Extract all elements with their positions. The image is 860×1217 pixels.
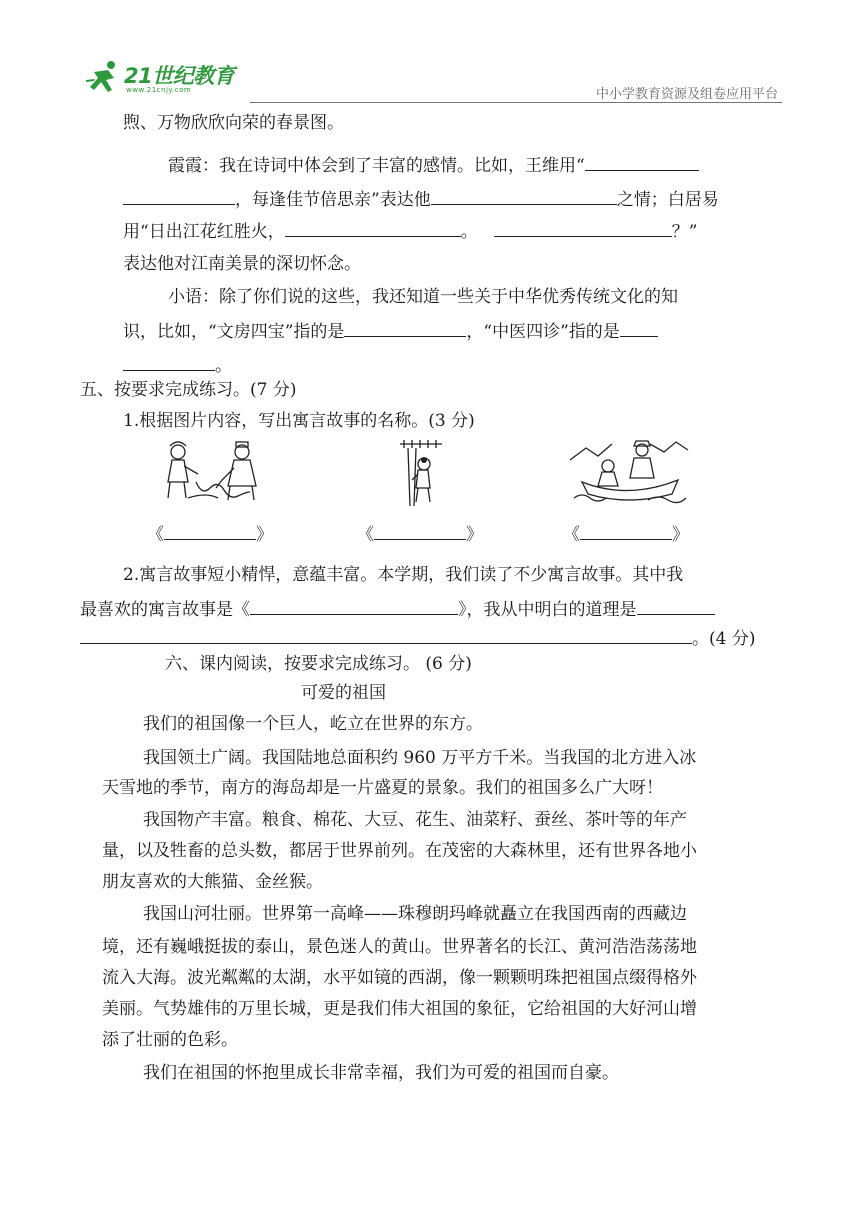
answer-blank[interactable] [344, 318, 466, 337]
book-bracket-open: 《 [563, 525, 580, 545]
passage-title: 可爱的祖国 [301, 683, 386, 703]
passage-line: 我国领土广阔。我国陆地总面积约 960 万平方千米。当我国的北方进入冰 [143, 748, 697, 768]
text-span: ，每逢佳节倍思亲”表达他 [235, 190, 431, 210]
text-span: ？” [671, 222, 698, 242]
text-span: 。 [460, 222, 478, 242]
text-span: 之情；白居易 [616, 190, 719, 210]
section-heading: 五、按要求完成练习。(7 分) [80, 380, 297, 400]
book-bracket-open: 《 [357, 525, 374, 545]
answer-blank[interactable] [585, 152, 699, 171]
text-span: ，“中医四诊”指的是 [466, 322, 620, 342]
passage-line: 境，还有巍峨挺拔的泰山，景色迷人的黄山。世界著名的长江、黄河浩浩荡荡地 [102, 937, 697, 957]
passage-line: 我们的祖国像一个巨人，屹立在世界的东方。 [143, 714, 483, 734]
answer-blank[interactable] [431, 186, 617, 205]
answer-blank[interactable] [80, 625, 692, 644]
text-line [123, 186, 719, 212]
answer-blank[interactable] [285, 218, 461, 237]
text-line: 煦、万物欣欣向荣的春景图。 [123, 113, 344, 133]
platform-name: 中小学教育资源及组卷应用平台 [595, 87, 778, 102]
passage-line: 天雪地的季节，南方的海岛却是一片盛夏的景象。我们的祖国多么广大呀！ [102, 778, 663, 798]
passage-line: 朋友喜欢的大熊猫、金丝猴。 [102, 872, 323, 892]
passage-line: 量，以及牲畜的总头数，都居于世界前列。在茂密的大森林里，还有世界各地小 [102, 841, 697, 861]
text-span: 。(4 分) [692, 629, 756, 649]
book-bracket-close: 》 [672, 525, 689, 545]
section-heading: 六、课内阅读，按要求完成练习。 (6 分) [165, 654, 472, 674]
text-span: 霞霞：我在诗词中体会到了丰富的感情。比如，王维用“ [168, 156, 585, 176]
text-line [168, 152, 699, 178]
text-line [123, 318, 658, 344]
fable-title-blank-1[interactable] [147, 520, 273, 545]
answer-blank[interactable] [123, 352, 215, 371]
text-span: 》，我从中明白的道理是 [458, 600, 637, 620]
text-line [123, 218, 697, 244]
passage-line: 我们在祖国的怀抱里成长非常幸福，我们为可爱的祖国而自豪。 [143, 1063, 619, 1083]
text-line [80, 596, 715, 622]
fable-illustration-boat [568, 438, 690, 508]
runner-icon [86, 60, 122, 94]
answer-blank[interactable] [620, 318, 658, 337]
question-text: 1.根据图片内容，写出寓言故事的名称。(3 分) [123, 411, 475, 431]
text-line: 小语：除了你们说的这些，我还知道一些关于中华优秀传统文化的知 [168, 287, 678, 307]
answer-blank[interactable] [164, 521, 256, 540]
logo-site: www.21cnjy.com [126, 86, 192, 94]
question-text: 2.寓言故事短小精悍，意蕴丰富。本学期，我们读了不少寓言故事。其中我 [123, 565, 684, 585]
answer-blank[interactable] [637, 596, 715, 615]
text-span: 用“日出江花红胜火， [123, 222, 285, 242]
fable-title-blank-2[interactable] [357, 520, 483, 545]
passage-line: 我国山河壮丽。世界第一高峰——珠穆朗玛峰就矗立在我国西南的西藏边 [143, 904, 687, 924]
passage-line: 流入大海。波光粼粼的太湖，水平如镜的西湖，像一颗颗明珠把祖国点缀得格外 [102, 968, 697, 988]
logo-brand: 21世纪教育 [124, 64, 235, 88]
book-bracket-close: 》 [466, 525, 483, 545]
answer-blank[interactable] [580, 521, 672, 540]
text-line [80, 625, 755, 651]
passage-line: 美丽。气势雄伟的万里长城，更是我们伟大祖国的象征，它给祖国的大好河山增 [102, 999, 697, 1019]
header-divider [250, 102, 782, 103]
fable-illustration-tree [394, 438, 448, 508]
text-line: 表达他对江南美景的深切怀念。 [123, 254, 361, 274]
text-span: 最喜欢的寓言故事是《 [80, 600, 250, 620]
book-bracket-close: 》 [256, 525, 273, 545]
passage-line: 添了壮丽的色彩。 [102, 1030, 238, 1050]
text-span: 识，比如，“文房四宝”指的是 [123, 322, 345, 342]
answer-blank[interactable] [123, 186, 235, 205]
text-line [123, 352, 232, 378]
fable-title-blank-3[interactable] [563, 520, 689, 545]
answer-blank[interactable] [494, 218, 672, 237]
book-bracket-open: 《 [147, 525, 164, 545]
answer-blank[interactable] [374, 521, 466, 540]
text-span: 。 [215, 356, 232, 376]
passage-line: 我国物产丰富。粮食、棉花、大豆、花生、油菜籽、蚕丝、茶叶等的年产 [143, 810, 687, 830]
fable-illustration-snake [158, 440, 266, 506]
site-logo [86, 58, 256, 98]
answer-blank[interactable] [250, 596, 458, 615]
